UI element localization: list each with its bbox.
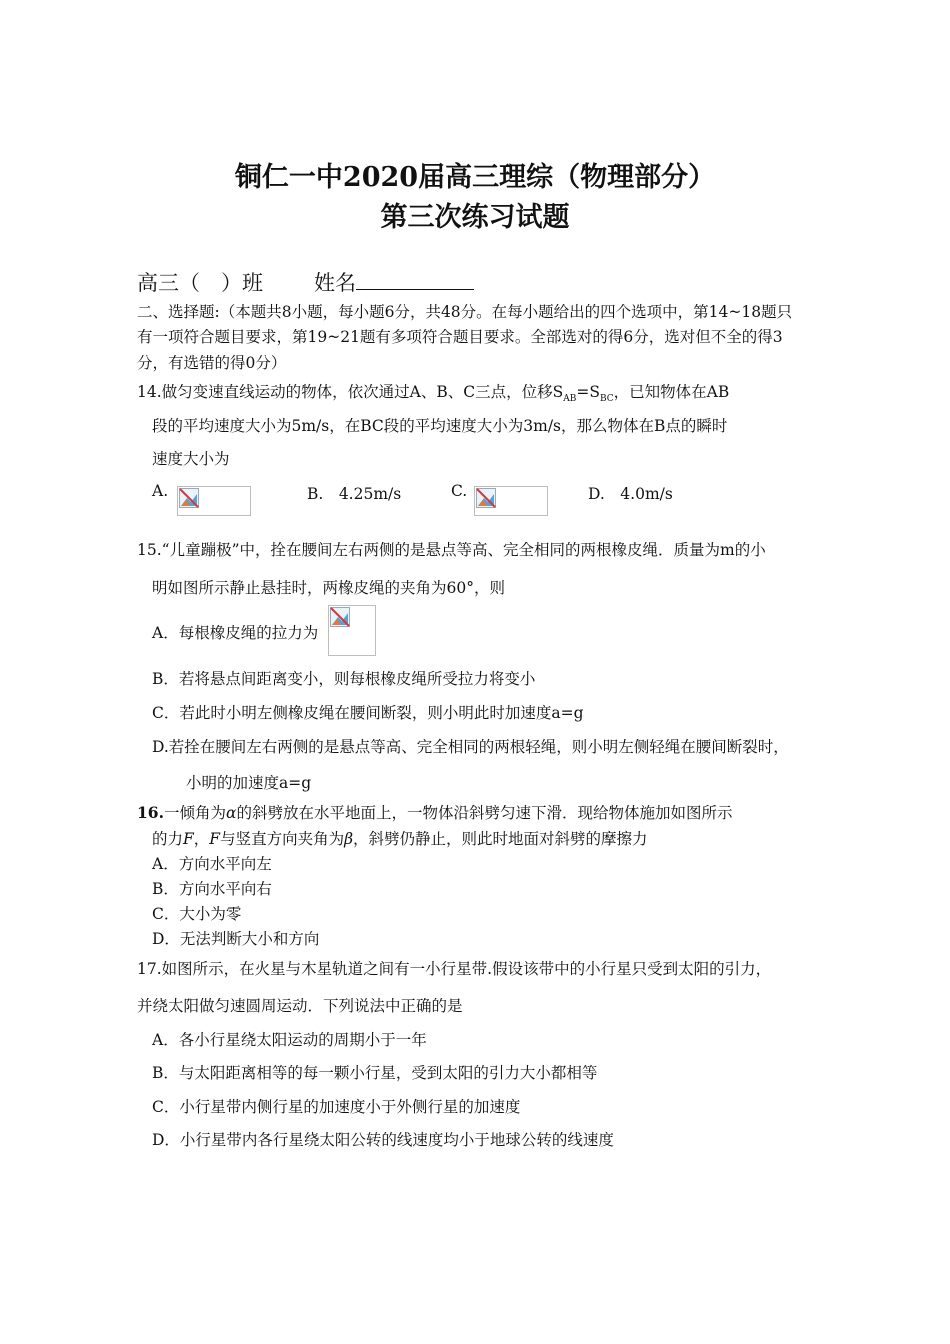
page-subtitle: 第三次练习试题 <box>380 202 570 233</box>
q17-option-b: B．与太阳距离相等的每一颗小行星，受到太阳的引力大小都相等 <box>152 1064 598 1082</box>
name-label: 姓名 <box>314 271 356 295</box>
q15-option-a: A．每根橡皮绳的拉力为 <box>152 624 319 642</box>
q16-line1: 16.一倾角为α的斜劈放在水平地面上，一物体沿斜劈匀速下滑．现给物体施加如图所示 <box>137 803 733 822</box>
q16-option-b: B．方向水平向右 <box>152 880 272 898</box>
q14-option-a-label: A. <box>152 482 169 500</box>
section-instructions-line2: 有一项符合题目要求，第19~21题有多项符合题目要求。全部选对的得6分，选对但不全的得3 <box>137 328 783 346</box>
name-field <box>314 267 474 297</box>
q17-line1: 17.如图所示，在火星与木星轨道之间有一小行星带.假设该带中的小行星只受到太阳的引力， <box>137 960 772 978</box>
q16-option-d: D．无法判断大小和方向 <box>152 930 320 948</box>
page-title: 铜仁一中2020届高三理综（物理部分） <box>234 162 716 193</box>
q14-option-c-image <box>474 486 548 516</box>
q16-option-a: A．方向水平向左 <box>152 855 272 873</box>
q15-option-a-image <box>328 605 376 656</box>
broken-image-icon <box>330 607 350 627</box>
q15-option-c: C．若此时小明左侧橡皮绳在腰间断裂，则小明此时加速度a=g <box>152 704 584 722</box>
q14-line3: 速度大小为 <box>152 450 230 468</box>
section-instructions-line3: 分，有选错的得0分） <box>137 354 287 372</box>
q14-line1: 14.做匀变速直线运动的物体，依次通过A、B、C三点，位移$S_{AB}=S_{BC}$，已知物体在AB <box>137 383 730 405</box>
q15-option-d-line2: 小明的加速度a=g <box>186 774 312 792</box>
q16-option-c: C．大小为零 <box>152 905 242 923</box>
q17-option-a: A．各小行星绕太阳运动的周期小于一年 <box>152 1031 427 1049</box>
q14-option-c-label: C. <box>451 482 468 500</box>
q16-line2: 的力F，F与竖直方向夹角为β，斜劈仍静止，则此时地面对斜劈的摩擦力 <box>152 830 648 848</box>
q14-option-a-image <box>177 486 251 516</box>
q15-option-b: B．若将悬点间距离变小，则每根橡皮绳所受拉力将变小 <box>152 670 536 688</box>
section-instructions-line1: 二、选择题:（本题共8小题，每小题6分，共48分。在每小题给出的四个选项中，第14~18题只 <box>137 303 793 321</box>
class-label: 高三（ ）班 <box>137 271 263 295</box>
broken-image-icon <box>476 488 496 508</box>
name-blank-line <box>356 271 474 290</box>
q14-line2: 段的平均速度大小为5m/s，在BC段的平均速度大小为3m/s，那么物体在B点的瞬时 <box>152 417 728 435</box>
q17-line2: 并绕太阳做匀速圆周运动．下列说法中正确的是 <box>137 997 463 1015</box>
q14-option-d: D. 4.0m/s <box>588 485 673 503</box>
q15-line2: 明如图所示静止悬挂时，两橡皮绳的夹角为60°，则 <box>152 579 505 597</box>
q17-option-c: C．小行星带内侧行星的加速度小于外侧行星的加速度 <box>152 1098 521 1116</box>
q15-line1: 15.“儿童蹦极”中，拴在腰间左右两侧的是悬点等高、完全相同的两根橡皮绳．质量为m的小 <box>137 541 766 559</box>
broken-image-icon <box>179 488 199 508</box>
q14-option-b: B. 4.25m/s <box>307 485 402 503</box>
q15-option-d-line1: D.若拴在腰间左右两侧的是悬点等高、完全相同的两根轻绳，则小明左侧轻绳在腰间断裂时， <box>152 738 789 756</box>
q17-option-d: D．小行星带内各行星绕太阳公转的线速度均小于地球公转的线速度 <box>152 1131 614 1149</box>
